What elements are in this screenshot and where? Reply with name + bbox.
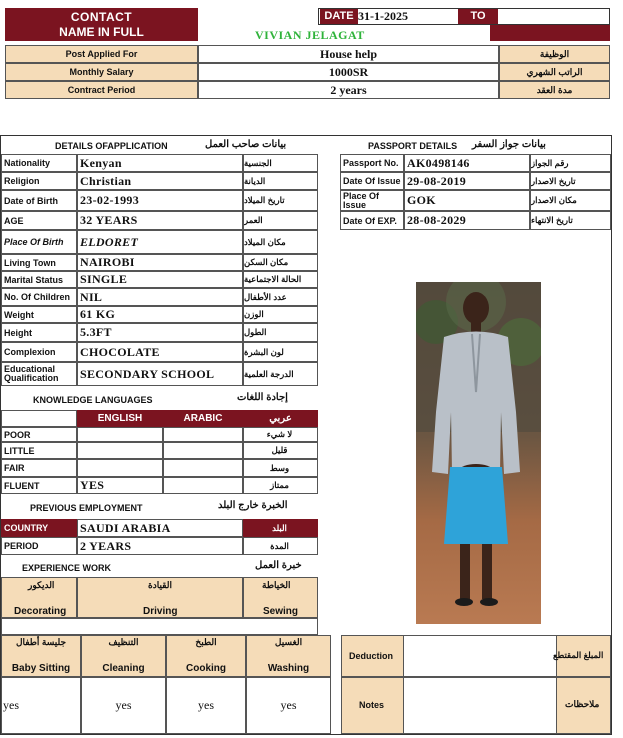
passport-row-value: GOK	[404, 190, 530, 211]
app-row-arabic: الحالة الاجتماعية	[243, 271, 318, 288]
top-row-label: Monthly Salary	[5, 63, 198, 81]
lang-arabic-value	[163, 477, 243, 494]
top-row-value: House help	[198, 45, 499, 63]
period-label: PERIOD	[1, 537, 77, 555]
exp-ar-driving: القيادة	[148, 580, 172, 590]
name-value: VIVIAN JELAGAT	[255, 28, 365, 42]
notes-ar: ملاحظات	[565, 699, 600, 709]
app-row-value: SECONDARY SCHOOL	[77, 362, 243, 386]
app-row-label: AGE	[1, 211, 77, 230]
passport-row-value: AK0498146	[404, 154, 530, 172]
lang-col-english: ENGLISH	[77, 410, 163, 427]
application-title: DETAILS OFAPPLICATION	[55, 141, 168, 151]
lang-level-label: FAIR	[1, 459, 77, 477]
app-row-label: Height	[1, 323, 77, 342]
exp2-ar: التنظيف	[108, 637, 139, 647]
lang-level-label: LITTLE	[1, 442, 77, 459]
period-ar: المدة	[243, 537, 318, 555]
passport-row-label: Date Of EXP.	[340, 211, 404, 230]
app-row-value: 23-02-1993	[77, 190, 243, 211]
country-value: SAUDI ARABIA	[77, 519, 243, 537]
lang-level-ar: قليل	[243, 442, 318, 459]
app-row-arabic: مكان السكن	[243, 254, 318, 271]
deduction-label: Deduction	[349, 651, 393, 661]
applicant-photo	[416, 282, 541, 624]
app-row-value: ELDORET	[77, 230, 243, 254]
exp-ar-sewing: الخياطة	[262, 580, 291, 590]
exp-en-decorating: Decorating	[14, 606, 67, 617]
employment-title: PREVIOUS EMPLOYMENT	[30, 503, 143, 513]
date-label: DATE	[320, 9, 358, 24]
lang-english-value	[77, 459, 163, 477]
exp2-ar: الغسيل	[274, 637, 303, 647]
passport-row-value: 29-08-2019	[404, 172, 530, 190]
top-row-arabic: الراتب الشهري	[499, 63, 610, 81]
lang-level-label: POOR	[1, 427, 77, 442]
app-row-label: No. Of Children	[1, 288, 77, 306]
app-row-arabic: الدرجة العلمية	[243, 362, 318, 386]
lang-level-ar: وسط	[243, 459, 318, 477]
app-row-label: Religion	[1, 172, 77, 190]
lang-level-ar: لا شيء	[243, 427, 318, 442]
app-row-value: 32 YEARS	[77, 211, 243, 230]
app-row-label: Date of Birth	[1, 190, 77, 211]
lang-english-value: YES	[77, 477, 163, 494]
app-row-label: Place Of Birth	[1, 230, 77, 254]
top-row-value: 2 years	[198, 81, 499, 99]
exp2-ar: جليسة أطفال	[15, 637, 67, 647]
languages-title: KNOWLEDGE LANGUAGES	[33, 395, 153, 405]
name-label: NAME IN FULL	[59, 25, 144, 39]
date-value: 31-1-2025	[358, 9, 408, 23]
passport-row-arabic: تاريخ الاصدار	[530, 172, 611, 190]
app-row-value: 61 KG	[77, 306, 243, 323]
lang-level-ar: ممتاز	[243, 477, 318, 494]
employment-title-ar: الخبرة خارج البلد	[218, 500, 288, 511]
lang-col-ar: عربي	[243, 410, 318, 427]
app-row-value: Kenyan	[77, 154, 243, 172]
lang-arabic-value	[163, 442, 243, 459]
languages-left-blank	[1, 410, 77, 427]
exp2-en: Baby Sitting	[11, 663, 71, 674]
exp2-value: yes	[198, 698, 214, 712]
app-row-value: NIL	[77, 288, 243, 306]
app-row-arabic: الوزن	[243, 306, 318, 323]
app-row-arabic: الجنسية	[243, 154, 318, 172]
app-row-label: Nationality	[1, 154, 77, 172]
top-row-arabic: مدة العقد	[499, 81, 610, 99]
exp2-en: Cleaning	[102, 663, 145, 674]
passport-row-label: Date Of Issue	[340, 172, 404, 190]
app-row-arabic: مكان الميلاد	[243, 230, 318, 254]
app-row-arabic: عدد الأطفال	[243, 288, 318, 306]
deduction-ar: المبلغ المقتطع	[553, 650, 604, 660]
country-ar: البلد	[243, 519, 318, 537]
lang-level-label: FLUENT	[1, 477, 77, 494]
notes-label: Notes	[359, 700, 385, 710]
app-row-label: Educational Qualification	[1, 362, 77, 386]
country-label: COUNTRY	[1, 519, 77, 537]
app-row-value: NAIROBI	[77, 254, 243, 271]
passport-title: PASSPORT DETAILS	[368, 141, 458, 151]
app-row-arabic: العمر	[243, 211, 318, 230]
top-row-value: 1000SR	[198, 63, 499, 81]
languages-title-ar: إجادة اللغات	[237, 392, 288, 403]
experience-title: EXPERIENCE WORK	[22, 563, 112, 573]
lang-arabic-value	[163, 427, 243, 442]
to-label: TO	[458, 9, 498, 24]
passport-row-value: 28-08-2029	[404, 211, 530, 230]
experience-title-ar: خبرة العمل	[255, 560, 302, 571]
top-row-arabic: الوظيفة	[499, 45, 610, 63]
passport-row-label: Place Of Issue	[340, 190, 404, 211]
app-row-value: Christian	[77, 172, 243, 190]
lang-arabic-value	[163, 459, 243, 477]
exp-row1-bottom-strip	[1, 618, 318, 635]
exp-ar-decorating: الديكور	[28, 580, 55, 590]
contact-label: CONTACT	[70, 10, 133, 24]
passport-row-arabic: تاريخ الانتهاء	[530, 211, 611, 230]
app-row-arabic: لون البشرة	[243, 342, 318, 362]
exp2-ar: الطبخ	[195, 637, 217, 647]
lang-english-value	[77, 442, 163, 459]
exp2-en: Cooking	[186, 663, 226, 674]
app-row-label: Living Town	[1, 254, 77, 271]
app-row-arabic: الديانة	[243, 172, 318, 190]
app-row-arabic: تاريخ الميلاد	[243, 190, 318, 211]
exp2-en: Washing	[267, 663, 310, 674]
exp-en-driving: Driving	[143, 606, 178, 617]
app-row-label: Marital Status	[1, 271, 77, 288]
application-title-ar: بيانات صاحب العمل	[205, 139, 287, 150]
top-row-label: Post Applied For	[5, 45, 198, 63]
app-row-value: CHOCOLATE	[77, 342, 243, 362]
app-row-value: 5.3FT	[77, 323, 243, 342]
app-row-arabic: الطول	[243, 323, 318, 342]
passport-row-arabic: مكان الاصدار	[530, 190, 611, 211]
passport-row-arabic: رقم الجواز	[530, 154, 611, 172]
top-row-label: Contract Period	[5, 81, 198, 99]
lang-col-arabic: ARABIC	[163, 410, 243, 427]
app-row-label: Weight	[1, 306, 77, 323]
passport-title-ar: بيانات جواز السفر	[472, 139, 546, 150]
exp2-value: yes	[280, 698, 297, 712]
exp2-value: yes	[115, 698, 132, 712]
lang-english-value	[77, 427, 163, 442]
period-value: 2 YEARS	[77, 537, 243, 555]
app-row-label: Complexion	[1, 342, 77, 362]
exp2-value: yes	[3, 698, 19, 712]
passport-row-label: Passport No.	[340, 154, 404, 172]
app-row-value: SINGLE	[77, 271, 243, 288]
exp-en-sewing: Sewing	[263, 606, 299, 617]
